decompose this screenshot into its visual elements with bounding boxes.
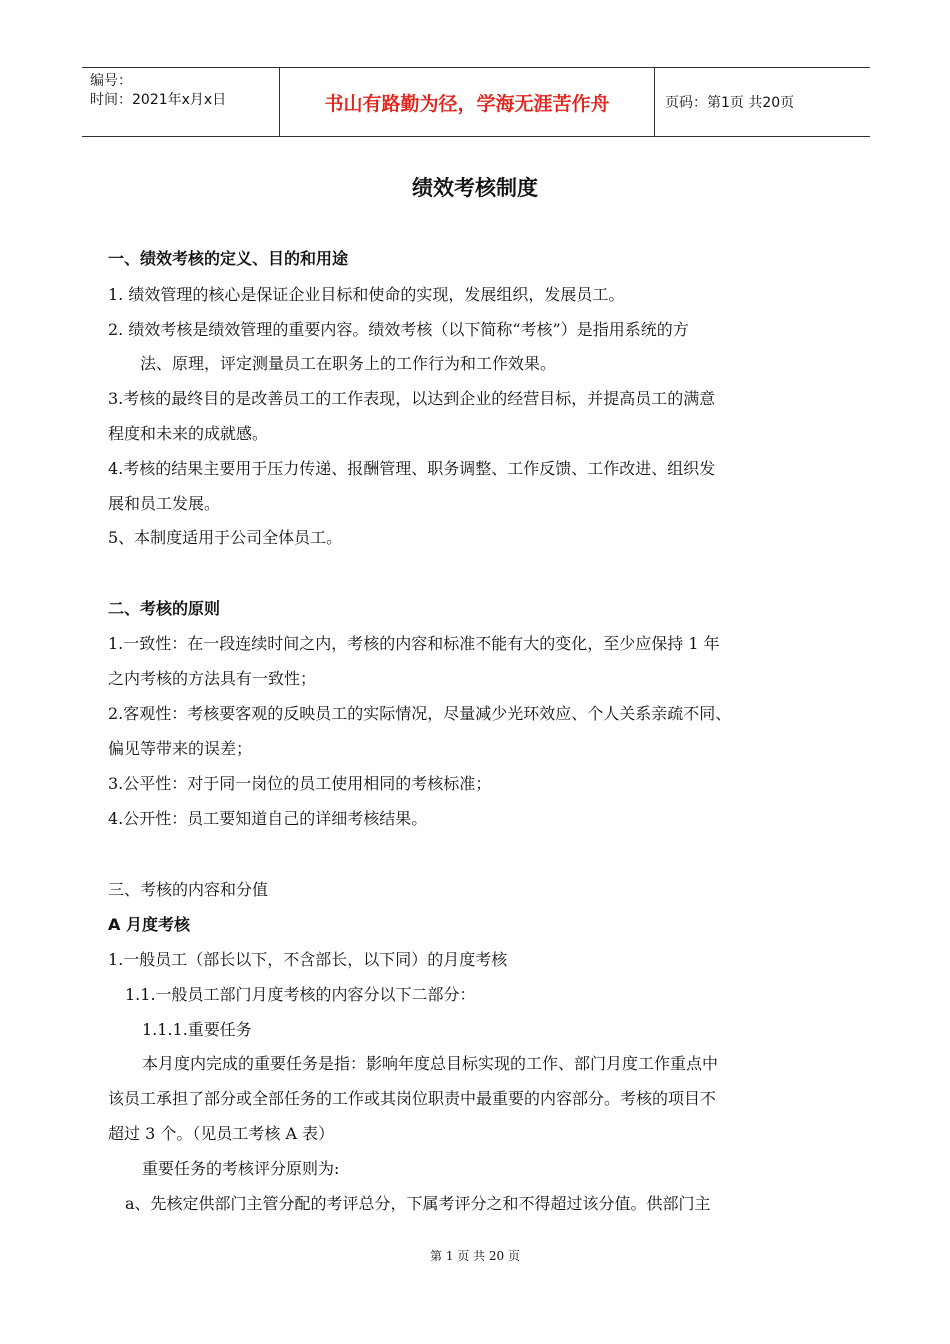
section-2-heading: 二、考核的原则 xyxy=(108,599,221,618)
section-3-principle-a: a、先核定供部门主管分配的考评总分，下属考评分之和不得超过该分值。供部门主 xyxy=(125,1194,711,1213)
section-2-item-3: 3.公平性：对于同一岗位的员工使用相同的考核标准； xyxy=(108,774,492,793)
section-1-heading: 一、绩效考核的定义、目的和用途 xyxy=(108,249,349,268)
section-3-paragraph-line-2: 该员工承担了部分或全部任务的工作或其岗位职责中最重要的内容部分。考核的项目不 xyxy=(108,1089,717,1108)
section-3-item-1: 1.一般员工（部长以下，不含部长，以下同）的月度考核 xyxy=(108,950,508,969)
section-3-principle-intro: 重要任务的考核评分原则为: xyxy=(142,1159,340,1178)
section-3-subheading-a: A 月度考核 xyxy=(108,915,190,934)
section-2-item-2-line-2: 偏见等带来的误差； xyxy=(108,739,253,758)
section-1-item-5: 5、本制度适用于公司全体员工。 xyxy=(108,528,343,547)
page-footer: 第 1 页 共 20 页 xyxy=(430,1249,520,1263)
section-2-item-4: 4.公开性：员工要知道自己的详细考核结果。 xyxy=(108,809,428,828)
document-header xyxy=(82,67,870,137)
section-3-item-1-1-1: 1.1.1.重要任务 xyxy=(142,1020,252,1039)
section-1-item-1: 1. 绩效管理的核心是保证企业目标和使命的实现，发展组织，发展员工。 xyxy=(108,285,625,304)
section-1-item-4-line-1: 4.考核的结果主要用于压力传递、报酬管理、职务调整、工作反馈、工作改进、组织发 xyxy=(108,459,716,478)
header-page-info: 页码：第1页 共20页 xyxy=(665,95,795,111)
time-label: 时间：2021年x月x日 xyxy=(90,92,227,108)
header-meta xyxy=(82,68,280,136)
section-1-item-4-line-2: 展和员工发展。 xyxy=(108,494,221,513)
section-3-heading: 三、考核的内容和分值 xyxy=(108,880,269,899)
section-1-item-3-line-1: 3.考核的最终目的是改善员工的工作表现，以达到企业的经营目标，并提高员工的满意 xyxy=(108,389,716,408)
section-1-item-2-line-1: 2. 绩效考核是绩效管理的重要内容。绩效考核（以下简称“考核”）是指用系统的方 xyxy=(108,320,689,339)
section-3-paragraph-line-1: 本月度内完成的重要任务是指：影响年度总目标实现的工作、部门月度工作重点中 xyxy=(142,1054,719,1073)
section-2-item-2-line-1: 2.客观性：考核要客观的反映员工的实际情况，尽量减少光环效应、个人关系亲疏不同、 xyxy=(108,704,732,723)
section-2-item-1-line-1: 1.一致性：在一段连续时间之内，考核的内容和标准不能有大的变化，至少应保持 1 年 xyxy=(108,634,720,653)
number-label: 编号： xyxy=(90,73,132,89)
header-motto: 书山有路勤为径，学海无涯苦作舟 xyxy=(280,68,655,136)
section-3-item-1-1: 1.1.一般员工部门月度考核的内容分以下二部分： xyxy=(125,985,476,1004)
section-1-item-2-line-2: 法、原理，评定测量员工在职务上的工作行为和工作效果。 xyxy=(140,354,557,373)
section-2-item-1-line-2: 之内考核的方法具有一致性； xyxy=(108,669,317,688)
section-3-paragraph-line-3: 超过 3 个。（见员工考核 A 表） xyxy=(108,1124,335,1143)
section-1-item-3-line-2: 程度和未来的成就感。 xyxy=(108,424,269,443)
document-title: 绩效考核制度 xyxy=(412,176,538,200)
